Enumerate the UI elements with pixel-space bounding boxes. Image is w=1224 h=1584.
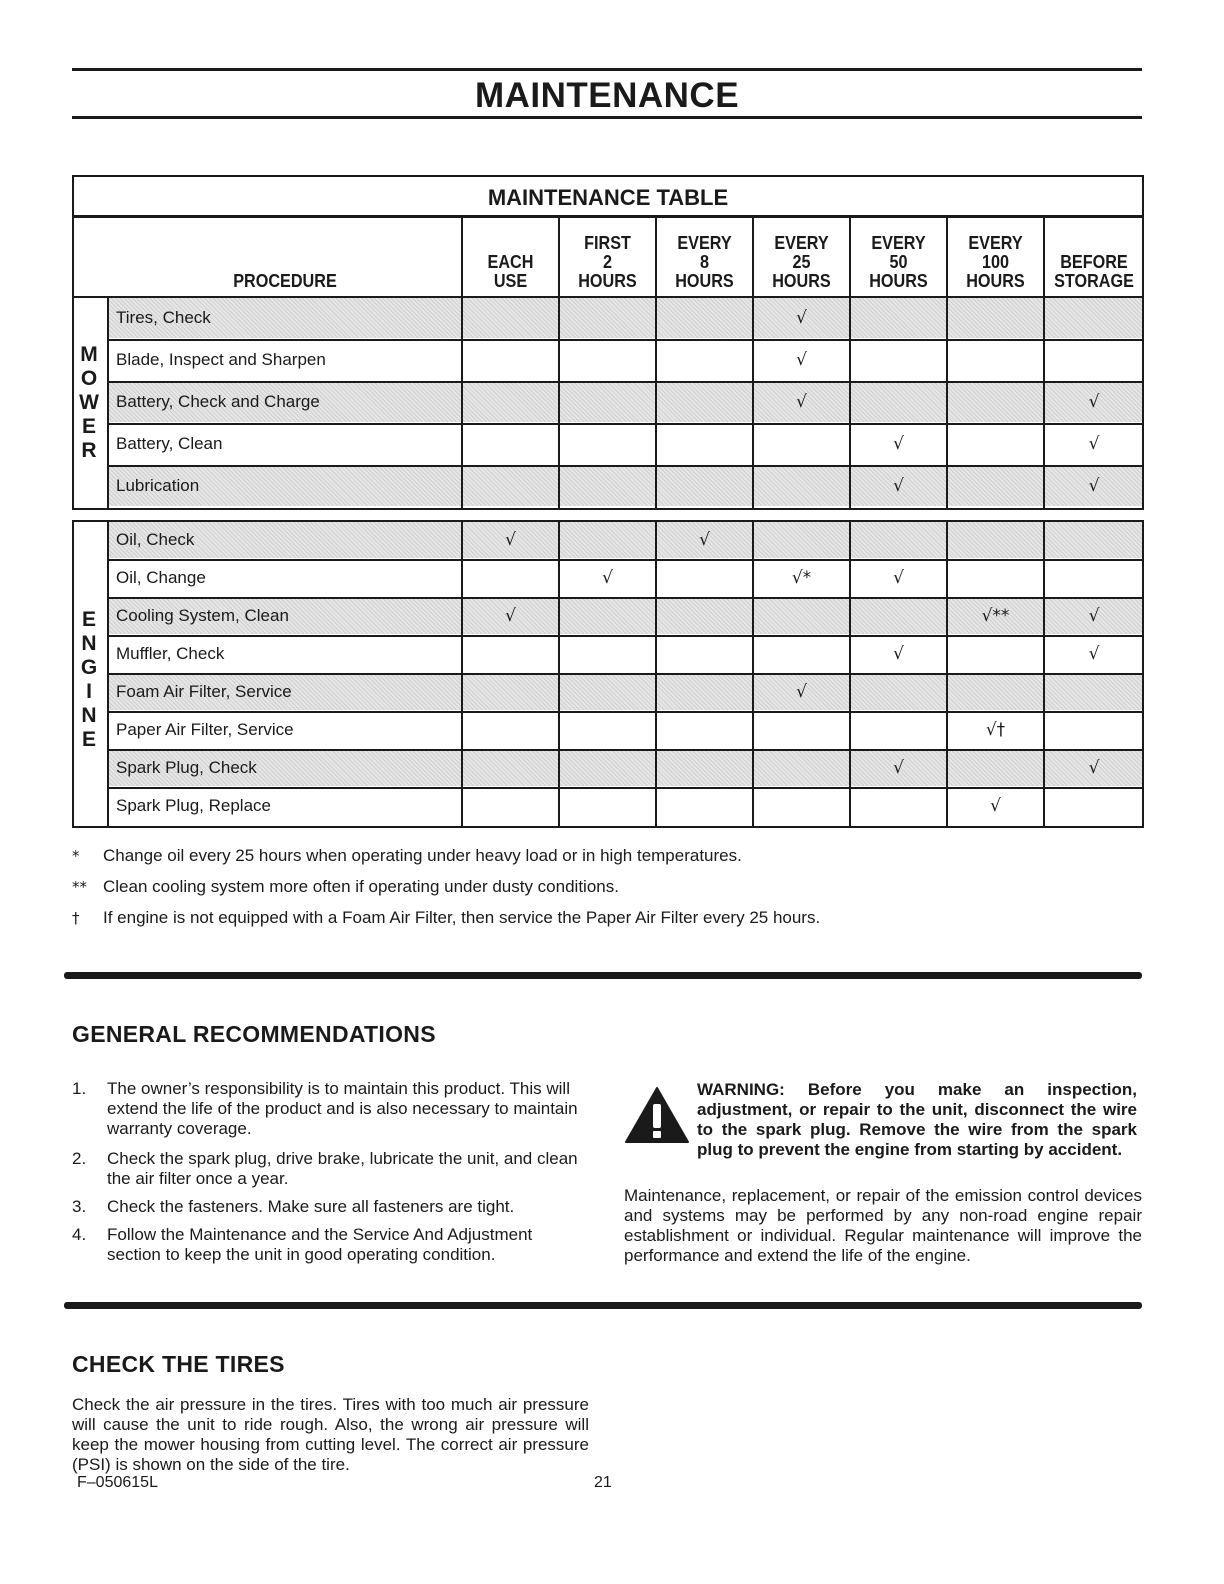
- list-number: 3.: [72, 1197, 87, 1216]
- table-title-rule: [72, 215, 1144, 218]
- procedure-label: Oil, Change: [116, 568, 206, 587]
- list-text: The owner’s responsibility is to maintain this product. This will extend the life of the product and is also necessary to maintain warranty coverage.: [107, 1079, 578, 1138]
- procedure-label: Foam Air Filter, Service: [116, 682, 292, 701]
- list-text: Follow the Maintenance and the Service And Adjustment section to keep the unit in good operating condition.: [107, 1225, 533, 1264]
- column-header: STORAGE: [1054, 271, 1134, 291]
- column-divider: [752, 522, 754, 826]
- emission-text: Maintenance, replacement, or repair of the emission control devices and systems may be performed by any non-road engine repair establishment or individual. Regular maintenance will improve the performance and extend the life of the engine.: [624, 1186, 1142, 1265]
- footnote-symbol: †: [72, 909, 80, 927]
- procedure-label: Paper Air Filter, Service: [116, 720, 294, 739]
- column-divider: [107, 298, 109, 508]
- check-mark: √†: [985, 720, 1006, 740]
- procedure-header: PROCEDURE: [233, 271, 337, 291]
- column-header: BEFORE: [1060, 252, 1128, 272]
- page-number: 21: [594, 1474, 612, 1491]
- check-mark: √: [796, 350, 807, 370]
- column-divider: [461, 298, 463, 508]
- column-header: HOURS: [869, 271, 928, 291]
- column-divider: [1043, 298, 1045, 508]
- procedure-label: Battery, Check and Charge: [116, 392, 320, 411]
- column-header: USE: [493, 271, 528, 291]
- row-rule: [108, 673, 1144, 675]
- procedure-label: Spark Plug, Replace: [116, 796, 271, 815]
- group-label-letter: I: [86, 680, 92, 703]
- row-rule: [108, 787, 1144, 789]
- row-rule: [108, 559, 1144, 561]
- column-divider: [107, 522, 109, 826]
- row-rule: [108, 339, 1144, 341]
- footnote-text: Change oil every 25 hours when operating under heavy load or in high temperatures.: [103, 846, 742, 865]
- column-divider: [752, 298, 754, 508]
- check-mark: √: [1088, 758, 1100, 778]
- column-header: FIRST: [584, 233, 631, 253]
- title-rule-bottom: [72, 116, 1142, 119]
- procedure-label: Lubrication: [116, 476, 200, 495]
- column-header: EVERY: [968, 233, 1023, 253]
- check-mark: √**: [981, 606, 1010, 626]
- column-divider: [849, 298, 851, 508]
- procedure-label: Blade, Inspect and Sharpen: [116, 350, 326, 369]
- mower-table-border: [72, 175, 1144, 510]
- shaded-row: [108, 298, 1142, 338]
- check-mark: √*: [791, 568, 812, 588]
- row-rule: [108, 711, 1144, 713]
- section-divider-1: [64, 972, 1142, 979]
- group-label-letter: O: [80, 367, 98, 390]
- warning-text: WARNING: Before you make an inspection, adjustment, or repair to the unit, disconnect the wire to the spark plug. Remove the wire from the spark plug to prevent the engine from starting by accident.: [697, 1080, 1137, 1159]
- check-tires-heading: CHECK THE TIRES: [72, 1351, 285, 1377]
- check-mark: √: [893, 568, 904, 588]
- check-mark: √: [1088, 434, 1100, 454]
- procedure-label: Battery, Clean: [116, 434, 223, 453]
- column-divider: [655, 298, 657, 508]
- list-number: 4.: [72, 1225, 87, 1244]
- check-mark: √: [1088, 606, 1100, 626]
- footnote-symbol: **: [72, 878, 87, 896]
- list-text: Check the fasteners. Make sure all fasteners are tight.: [107, 1197, 515, 1216]
- row-rule: [108, 465, 1144, 467]
- check-mark: √: [505, 606, 516, 626]
- row-rule: [108, 749, 1144, 751]
- check-mark: √: [990, 796, 1001, 816]
- column-divider: [946, 217, 948, 298]
- title-rule-top: [72, 68, 1142, 71]
- row-rule: [108, 635, 1144, 637]
- column-divider: [946, 298, 948, 508]
- column-divider: [849, 522, 851, 826]
- list-number: 1.: [72, 1079, 87, 1098]
- column-header: EVERY: [677, 233, 732, 253]
- group-label-letter: G: [80, 656, 98, 679]
- check-mark: √: [505, 530, 516, 550]
- section-divider-2: [64, 1302, 1142, 1309]
- column-header: 25: [792, 252, 811, 272]
- procedure-label: Tires, Check: [116, 308, 211, 327]
- procedure-label: Muffler, Check: [116, 644, 225, 663]
- footnote-text: Clean cooling system more often if operating under dusty conditions.: [103, 877, 619, 896]
- group-label-letter: M: [80, 343, 98, 366]
- column-divider: [946, 522, 948, 826]
- column-header: HOURS: [966, 271, 1025, 291]
- group-label-letter: N: [81, 632, 97, 655]
- general-recommendations-heading: GENERAL RECOMMENDATIONS: [72, 1021, 436, 1047]
- check-mark: √: [1088, 644, 1100, 664]
- procedure-label: Spark Plug, Check: [116, 758, 257, 777]
- column-header: HOURS: [772, 271, 831, 291]
- group-label-letter: R: [81, 439, 97, 462]
- check-mark: √: [1088, 476, 1100, 496]
- check-mark: √: [893, 644, 904, 664]
- footnote-symbol: *: [72, 847, 80, 865]
- group-label-letter: E: [81, 728, 96, 751]
- check-tires-text: Check the air pressure in the tires. Tires with too much air pressure will cause the unit to ride rough. Also, the wrong air pressure will keep the mower housing from cutting level. The correct air pressure (PSI) is shown on the side of the tire.: [72, 1395, 589, 1474]
- row-rule: [108, 381, 1144, 383]
- check-mark: √: [796, 308, 807, 328]
- column-divider: [1043, 217, 1045, 298]
- page-title: MAINTENANCE: [474, 76, 740, 115]
- procedure-label: Oil, Check: [116, 530, 195, 549]
- column-header: EACH: [487, 252, 534, 272]
- column-header: HOURS: [578, 271, 637, 291]
- shaded-row: [108, 522, 1142, 558]
- column-divider: [655, 522, 657, 826]
- column-divider: [1043, 522, 1045, 826]
- group-label-letter: N: [81, 704, 97, 727]
- group-label-letter: E: [81, 415, 96, 438]
- column-header: 50: [889, 252, 908, 272]
- column-header: 100: [981, 252, 1010, 272]
- check-mark: √: [1088, 392, 1100, 412]
- procedure-label: Cooling System, Clean: [116, 606, 289, 625]
- shaded-row: [108, 466, 1142, 506]
- group-label-letter: W: [79, 391, 99, 414]
- footnote-text: If engine is not equipped with a Foam Air Filter, then service the Paper Air Filter every 25 hours.: [103, 908, 821, 927]
- footer-code: F–050615L: [77, 1474, 158, 1491]
- column-header: EVERY: [774, 233, 829, 253]
- column-divider: [655, 217, 657, 298]
- row-rule: [108, 597, 1144, 599]
- column-divider: [849, 217, 851, 298]
- shaded-row: [108, 750, 1142, 786]
- check-mark: √: [602, 568, 613, 588]
- check-mark: √: [893, 758, 904, 778]
- column-divider: [461, 522, 463, 826]
- list-number: 2.: [72, 1149, 87, 1168]
- column-divider: [558, 298, 560, 508]
- column-divider: [558, 522, 560, 826]
- column-divider: [461, 217, 463, 298]
- check-mark: √: [893, 434, 904, 454]
- list-text: Check the spark plug, drive brake, lubricate the unit, and clean the air filter once a year.: [107, 1149, 578, 1188]
- column-header: HOURS: [675, 271, 734, 291]
- check-mark: √: [893, 476, 904, 496]
- check-mark: √: [796, 392, 807, 412]
- column-header: 2: [602, 252, 612, 272]
- warning-icon: [624, 1086, 690, 1144]
- column-header: EVERY: [871, 233, 926, 253]
- table-title: MAINTENANCE TABLE: [487, 185, 729, 210]
- row-rule: [108, 423, 1144, 425]
- check-mark: √: [699, 530, 710, 550]
- column-divider: [558, 217, 560, 298]
- column-header: 8: [699, 252, 709, 272]
- column-divider: [752, 217, 754, 298]
- check-mark: √: [796, 682, 807, 702]
- group-label-letter: E: [81, 608, 96, 631]
